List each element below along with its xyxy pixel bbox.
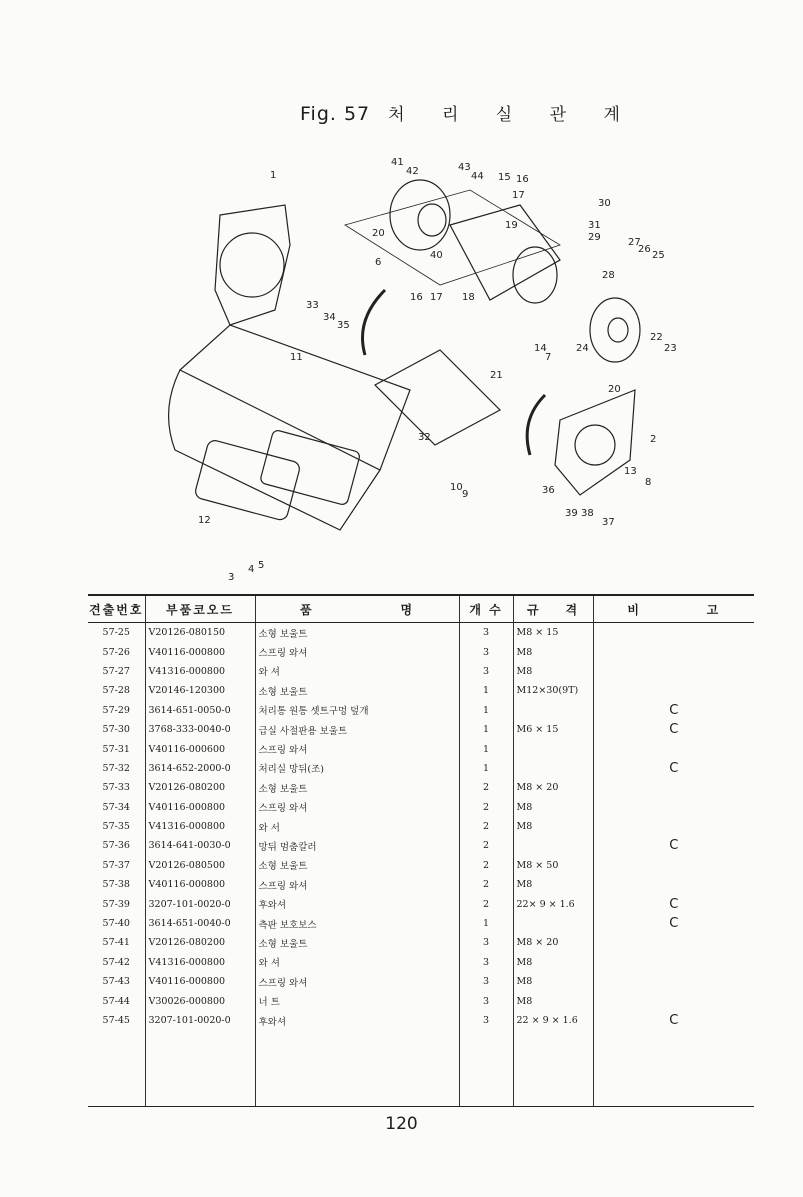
- table-row: [88, 701, 754, 720]
- cell-code: V20126-080200: [145, 778, 255, 797]
- cell-spec: M8: [513, 875, 593, 894]
- cell-spec: M8 × 20: [513, 778, 593, 797]
- drum-cover-left: [390, 180, 450, 250]
- cell-note: [593, 875, 754, 894]
- cell-note: [593, 972, 754, 991]
- svg-text:40: 40: [430, 250, 443, 261]
- header-name-a: 품: [299, 602, 314, 617]
- grate-32: [375, 350, 500, 445]
- cell-spec: M12×30(9T): [513, 681, 593, 700]
- filler-cell: [513, 1030, 593, 1107]
- svg-text:7: 7: [545, 352, 552, 363]
- filler-cell: [255, 1030, 459, 1107]
- cell-name: 후와셔: [255, 1011, 459, 1030]
- table-row: [88, 759, 754, 778]
- svg-text:32: 32: [418, 432, 431, 443]
- svg-text:9: 9: [462, 489, 469, 500]
- header-note: [593, 595, 754, 623]
- header-spec-a: 규: [526, 602, 541, 617]
- svg-text:42: 42: [406, 166, 419, 177]
- cell-no: 57-39: [102, 898, 130, 910]
- cell-spec: 22× 9 × 1.6: [513, 894, 593, 913]
- cell-name: 소형 보울트: [255, 933, 459, 952]
- svg-text:31: 31: [588, 220, 601, 231]
- svg-text:20: 20: [372, 228, 385, 239]
- svg-text:33: 33: [306, 300, 319, 311]
- cell-no: 57-29: [102, 704, 130, 716]
- cell-name: 소형 보울트: [255, 856, 459, 875]
- figure-korean-title: 처 리 실 관 계: [388, 105, 636, 125]
- cell-qty: 3: [459, 1011, 513, 1030]
- shell-lower: [169, 370, 380, 530]
- cell-name: 와 서: [255, 817, 459, 836]
- cell-name: 급실 사절판용 보울트: [255, 720, 459, 739]
- page-number: 120: [385, 1114, 418, 1134]
- cell-spec: M6 × 15: [513, 720, 593, 739]
- filler-cell: [145, 1030, 255, 1107]
- cell-name: 와 셔: [255, 953, 459, 972]
- cell-name: 스프링 와셔: [255, 642, 459, 661]
- drum-end: [513, 247, 557, 303]
- cell-no: 57-32: [102, 762, 130, 774]
- cell-note: C: [593, 720, 754, 739]
- header-name-b: 명: [400, 602, 415, 617]
- table-row: [88, 836, 754, 855]
- cell-name: 와 셔: [255, 662, 459, 681]
- cell-no: 57-26: [102, 646, 130, 658]
- cell-note: [593, 623, 754, 643]
- cell-qty: 1: [459, 739, 513, 758]
- cell-no: 57-42: [102, 956, 130, 968]
- figure-title: [300, 100, 636, 125]
- table-row: [88, 817, 754, 836]
- svg-text:5: 5: [258, 560, 265, 571]
- cell-no: 57-36: [102, 840, 130, 852]
- svg-text:36: 36: [542, 485, 555, 496]
- svg-text:37: 37: [602, 517, 615, 528]
- cell-code: 3614-641-0030-0: [145, 836, 255, 855]
- cell-note: [593, 778, 754, 797]
- cell-name: 소형 보울트: [255, 778, 459, 797]
- svg-text:21: 21: [490, 370, 503, 381]
- svg-text:24: 24: [576, 343, 589, 354]
- cell-no: 57-30: [102, 724, 130, 736]
- cell-spec: [513, 701, 593, 720]
- cover-plate-12: [194, 439, 301, 522]
- cell-note: [593, 953, 754, 972]
- cell-code: V20126-080200: [145, 933, 255, 952]
- filler-cell: [593, 1030, 754, 1107]
- cell-qty: 1: [459, 681, 513, 700]
- drum-hub-left: [418, 204, 446, 236]
- cell-spec: [513, 759, 593, 778]
- svg-text:2: 2: [650, 434, 657, 445]
- cell-no: 57-41: [102, 937, 130, 949]
- svg-text:4: 4: [248, 564, 255, 575]
- cell-no: 57-43: [102, 976, 130, 988]
- cell-no: 57-34: [102, 801, 130, 813]
- drum-hub-right: [608, 318, 628, 342]
- cell-note: C: [593, 1011, 754, 1030]
- svg-text:30: 30: [598, 198, 611, 209]
- cell-no: 57-27: [102, 665, 130, 677]
- cell-code: 3207-101-0020-0: [145, 894, 255, 913]
- cell-code: V40116-000800: [145, 798, 255, 817]
- cell-qty: 1: [459, 720, 513, 739]
- table-row: [88, 972, 754, 991]
- svg-text:20: 20: [608, 384, 621, 395]
- cell-spec: [513, 914, 593, 933]
- cell-name: 소형 보울트: [255, 681, 459, 700]
- table-row: [88, 739, 754, 758]
- cell-code: V40116-000800: [145, 875, 255, 894]
- svg-text:41: 41: [391, 157, 404, 168]
- header-code: 부품코오드: [145, 595, 255, 623]
- svg-text:38: 38: [581, 508, 594, 519]
- table-row: [88, 623, 754, 643]
- parts-table: [88, 594, 754, 1107]
- cell-note: [593, 933, 754, 952]
- cell-name: 스프링 와셔: [255, 972, 459, 991]
- cell-name: 망뒤 멈춤칼러: [255, 836, 459, 855]
- cell-note: [593, 798, 754, 817]
- svg-text:8: 8: [645, 477, 652, 488]
- cell-spec: M8: [513, 662, 593, 681]
- svg-text:12: 12: [198, 515, 211, 526]
- cell-name: 스프링 와셔: [255, 798, 459, 817]
- cell-qty: 2: [459, 836, 513, 855]
- table-filler-row: [88, 1030, 754, 1107]
- svg-text:3: 3: [228, 572, 235, 583]
- svg-text:13: 13: [624, 466, 637, 477]
- svg-text:28: 28: [602, 270, 615, 281]
- cell-spec: M8 × 20: [513, 933, 593, 952]
- cell-qty: 3: [459, 662, 513, 681]
- cell-note: C: [593, 759, 754, 778]
- svg-text:29: 29: [588, 232, 601, 243]
- table-row: [88, 953, 754, 972]
- svg-text:39: 39: [565, 508, 578, 519]
- table-row: [88, 856, 754, 875]
- cell-name: 소형 보울트: [255, 623, 459, 643]
- cell-name: 측판 보호보스: [255, 914, 459, 933]
- cell-code: V41316-000800: [145, 662, 255, 681]
- cell-spec: M8: [513, 642, 593, 661]
- cell-code: V20146-120300: [145, 681, 255, 700]
- svg-text:43: 43: [458, 162, 471, 173]
- figure-number: Fig. 57: [300, 103, 371, 125]
- cell-code: 3614-652-2000-0: [145, 759, 255, 778]
- header-name: [255, 595, 459, 623]
- filler-cell: [88, 1030, 145, 1107]
- cell-note: C: [593, 894, 754, 913]
- table-header-row: [88, 595, 754, 623]
- end-plate-bore: [575, 425, 615, 465]
- cell-no: 57-37: [102, 859, 130, 871]
- svg-text:35: 35: [337, 320, 350, 331]
- table-row: [88, 1011, 754, 1030]
- table-row: [88, 681, 754, 700]
- svg-text:22: 22: [650, 332, 663, 343]
- cell-no: 57-38: [102, 879, 130, 891]
- cell-qty: 3: [459, 623, 513, 643]
- svg-text:16: 16: [410, 292, 423, 303]
- table-row: [88, 933, 754, 952]
- cell-qty: 1: [459, 701, 513, 720]
- cell-name: 후와셔: [255, 894, 459, 913]
- arc-part-6: [363, 290, 386, 355]
- cell-code: V40116-000600: [145, 739, 255, 758]
- cell-qty: 2: [459, 817, 513, 836]
- cell-qty: 3: [459, 991, 513, 1010]
- arc-part-7: [527, 395, 545, 455]
- cell-no: 57-44: [102, 995, 130, 1007]
- cell-code: 3768-333-0040-0: [145, 720, 255, 739]
- cell-note: C: [593, 836, 754, 855]
- header-note-a: 비: [627, 602, 641, 617]
- cell-spec: M8 × 15: [513, 623, 593, 643]
- cell-spec: M8: [513, 798, 593, 817]
- table-row: [88, 914, 754, 933]
- cell-code: 3614-651-0040-0: [145, 914, 255, 933]
- cell-no: 57-33: [102, 782, 130, 794]
- svg-text:1: 1: [270, 170, 277, 181]
- cell-name: 처리통 원통 셋트구멍 덮개: [255, 701, 459, 720]
- cell-name: 스프링 와셔: [255, 739, 459, 758]
- cell-note: [593, 856, 754, 875]
- svg-text:25: 25: [652, 250, 665, 261]
- parts-table-body: [88, 623, 754, 1107]
- cell-no: 57-25: [102, 627, 130, 639]
- cell-code: V30026-000800: [145, 991, 255, 1010]
- cell-name: 처리실 망뒤(조): [255, 759, 459, 778]
- svg-text:19: 19: [505, 220, 518, 231]
- cell-no: 57-40: [102, 918, 130, 930]
- cell-name: 스프링 와셔: [255, 875, 459, 894]
- cell-note: [593, 991, 754, 1010]
- header-note-b: 고: [706, 602, 721, 617]
- cell-no: 57-28: [102, 685, 130, 697]
- cell-code: V40116-000800: [145, 972, 255, 991]
- cell-qty: 3: [459, 953, 513, 972]
- header-qty: 개 수: [459, 595, 513, 623]
- cell-qty: 3: [459, 642, 513, 661]
- svg-text:18: 18: [462, 292, 475, 303]
- exploded-parts-diagram: [140, 150, 680, 590]
- svg-text:26: 26: [638, 244, 651, 255]
- cell-spec: 22 × 9 × 1.6: [513, 1011, 593, 1030]
- cell-qty: 3: [459, 933, 513, 952]
- side-plate-shape: [215, 205, 290, 325]
- svg-text:17: 17: [430, 292, 443, 303]
- cell-spec: [513, 739, 593, 758]
- table-row: [88, 642, 754, 661]
- svg-text:23: 23: [664, 343, 677, 354]
- svg-text:6: 6: [375, 257, 382, 268]
- svg-text:17: 17: [512, 190, 525, 201]
- drum-cover-right: [590, 298, 640, 362]
- cell-spec: M8 × 50: [513, 856, 593, 875]
- cell-note: C: [593, 914, 754, 933]
- cell-qty: 2: [459, 798, 513, 817]
- svg-text:11: 11: [290, 352, 303, 363]
- cell-name: 너 트: [255, 991, 459, 1010]
- cover-opening: [260, 429, 361, 505]
- header-spec: [513, 595, 593, 623]
- table-row: [88, 798, 754, 817]
- cell-qty: 2: [459, 875, 513, 894]
- cell-qty: 2: [459, 856, 513, 875]
- cell-note: C: [593, 701, 754, 720]
- cell-code: V20126-080500: [145, 856, 255, 875]
- side-plate-hole: [220, 233, 284, 297]
- cell-note: [593, 642, 754, 661]
- table-row: [88, 720, 754, 739]
- cell-qty: 2: [459, 894, 513, 913]
- cell-note: [593, 662, 754, 681]
- cell-code: V41316-000800: [145, 817, 255, 836]
- svg-text:10: 10: [450, 482, 463, 493]
- svg-text:27: 27: [628, 237, 641, 248]
- cell-code: V40116-000800: [145, 642, 255, 661]
- table-row: [88, 991, 754, 1010]
- cell-code: 3207-101-0020-0: [145, 1011, 255, 1030]
- cell-qty: 3: [459, 972, 513, 991]
- end-plate-2: [555, 390, 635, 495]
- cell-code: V41316-000800: [145, 953, 255, 972]
- header-spec-b: 격: [565, 602, 580, 617]
- cell-spec: M8: [513, 972, 593, 991]
- cell-note: [593, 739, 754, 758]
- table-row: [88, 894, 754, 913]
- cell-qty: 2: [459, 778, 513, 797]
- svg-text:34: 34: [323, 312, 336, 323]
- cell-no: 57-45: [102, 1015, 130, 1026]
- cell-qty: 1: [459, 759, 513, 778]
- svg-text:14: 14: [534, 343, 547, 354]
- cell-spec: M8: [513, 991, 593, 1010]
- table-row: [88, 662, 754, 681]
- parts-diagram-svg: [140, 150, 680, 590]
- cell-code: 3614-651-0050-0: [145, 701, 255, 720]
- cell-code: V20126-080150: [145, 623, 255, 643]
- cell-no: 57-35: [102, 821, 130, 833]
- cell-qty: 1: [459, 914, 513, 933]
- svg-text:15: 15: [498, 172, 511, 183]
- cell-spec: M8: [513, 817, 593, 836]
- cell-no: 57-31: [102, 743, 130, 755]
- cell-note: [593, 681, 754, 700]
- table-row: [88, 778, 754, 797]
- header-number: 견출번호: [88, 595, 145, 623]
- cell-spec: M8: [513, 953, 593, 972]
- table-row: [88, 875, 754, 894]
- svg-text:16: 16: [516, 174, 529, 185]
- shell-upper: [180, 325, 410, 470]
- cell-note: [593, 817, 754, 836]
- svg-text:44: 44: [471, 171, 484, 182]
- cell-spec: [513, 836, 593, 855]
- filler-cell: [459, 1030, 513, 1107]
